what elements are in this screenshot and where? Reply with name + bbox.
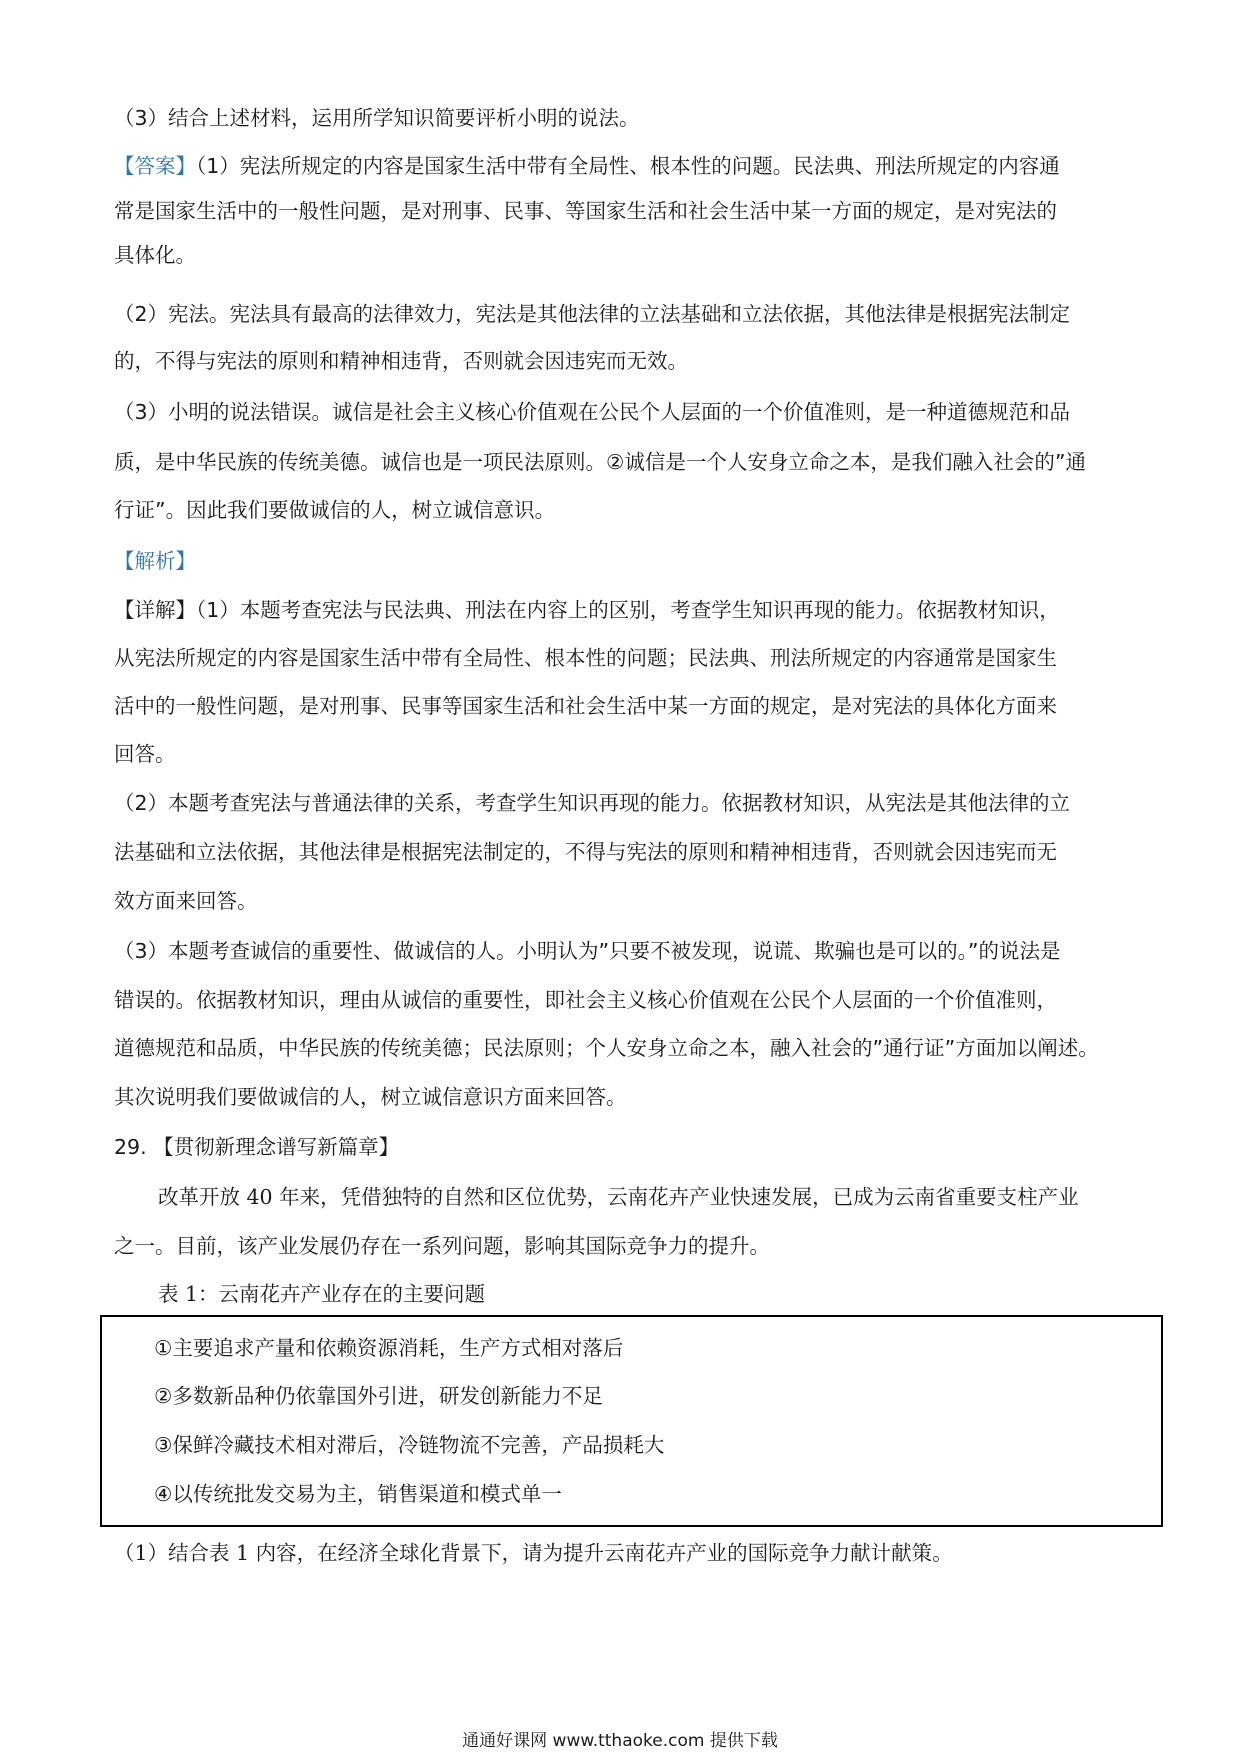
detail-paragraph-1-line-3: 活中的一般性问题，是对刑事、民事等国家生活和社会生活中某一方面的规定，是对宪法的具体化方面来 — [114, 694, 1057, 718]
question-29-sub-1: （1）结合表 1 内容，在经济全球化背景下，请为提升云南花卉产业的国际竞争力献计献策。 — [114, 1541, 953, 1565]
detail-paragraph-3-line-1: （3）本题考查诚信的重要性、做诚信的人。小明认为”只要不被发现，说谎、欺骗也是可以的。”的说法是 — [114, 939, 1061, 963]
question-29-intro-line-2: 之一。目前，该产业发展仍存在一系列问题，影响其国际竞争力的提升。 — [114, 1234, 770, 1258]
answer-tag: 【答案】 — [114, 154, 196, 178]
answer-paragraph-3-line-2: 质，是中华民族的传统美德。诚信也是一项民法原则。②诚信是一个人安身立命之本，是我们融入社会的”通 — [114, 450, 1086, 474]
detail-paragraph-2-line-2: 法基础和立法依据，其他法律是根据宪法制定的，不得与宪法的原则和精神相违背，否则就会因违宪而无 — [114, 840, 1057, 864]
detail-paragraph-2-line-1: （2）本题考查宪法与普通法律的关系，考查学生知识再现的能力。依据教材知识，从宪法是其他法律的立 — [114, 791, 1071, 815]
answer-paragraph-1-line-2: 常是国家生活中的一般性问题，是对刑事、民事、等国家生活和社会生活中某一方面的规定，是对宪法的 — [114, 199, 1057, 223]
footer-watermark: 通通好课网 www.tthaoke.com 提供下载 — [462, 1731, 778, 1751]
detail-paragraph-3-line-3: 道德规范和品质，中华民族的传统美德；民法原则；个人安身立命之本，融入社会的”通行证”方面加以阐述。 — [114, 1036, 1099, 1060]
detail-paragraph-3-line-2: 错误的。依据教材知识，理由从诚信的重要性，即社会主义核心价值观在公民个人层面的一个价值准则， — [114, 988, 1057, 1012]
detail-tag: 【详解】 — [114, 598, 196, 622]
answer-paragraph-2-line-1: （2）宪法。宪法具有最高的法律效力，宪法是其他法律的立法基础和立法依据，其他法律是根据宪法制定 — [114, 302, 1071, 326]
detail-paragraph-1-line-1: 【详解】（1）本题考查宪法与民法典、刑法在内容上的区别，考查学生知识再现的能力。依据教材知识， — [114, 598, 1060, 622]
table-row: ③保鲜冷藏技术相对滞后，冷链物流不完善，产品损耗大 — [154, 1433, 665, 1457]
table-row: ①主要追求产量和依赖资源消耗，生产方式相对落后 — [154, 1336, 624, 1360]
answer-paragraph-3-line-1: （3）小明的说法错误。诚信是社会主义核心价值观在公民个人层面的一个价值准则，是一种道德规范和品 — [114, 400, 1071, 424]
table-row: ②多数新品种仍依靠国外引进，研发创新能力不足 — [154, 1384, 603, 1408]
question-29-intro-line-1: 改革开放 40 年来，凭借独特的自然和区位优势，云南花卉产业快速发展，已成为云南省重要支柱产业 — [158, 1185, 1079, 1209]
detail-paragraph-1-line-4: 回答。 — [114, 742, 176, 766]
answer-paragraph-2-line-2: 的，不得与宪法的原则和精神相违背，否则就会因违宪而无效。 — [114, 349, 688, 373]
detail-paragraph-1-line-2: 从宪法所规定的内容是国家生活中带有全局性、根本性的问题；民法典、刑法所规定的内容通常是国家生 — [114, 646, 1057, 670]
analysis-tag: 【解析】 — [114, 549, 196, 573]
table-caption: 表 1：云南花卉产业存在的主要问题 — [158, 1282, 486, 1306]
table-row: ④以传统批发交易为主，销售渠道和模式单一 — [154, 1482, 562, 1506]
answer-paragraph-1-line-1: 【答案】（1）宪法所规定的内容是国家生活中带有全局性、根本性的问题。民法典、刑法所规定的内容通 — [114, 154, 1060, 178]
answer-paragraph-3-line-3: 行证”。因此我们要做诚信的人，树立诚信意识。 — [114, 498, 556, 522]
detail-paragraph-3-line-4: 其次说明我们要做诚信的人，树立诚信意识方面来回答。 — [114, 1085, 627, 1109]
question-29-heading: 29. 【贯彻新理念谱写新篇章】 — [114, 1135, 400, 1159]
detail-paragraph-2-line-3: 效方面来回答。 — [114, 889, 258, 913]
answer-paragraph-1-line-3: 具体化。 — [114, 243, 196, 267]
question-3-prompt: （3）结合上述材料，运用所学知识简要评析小明的说法。 — [114, 106, 640, 130]
